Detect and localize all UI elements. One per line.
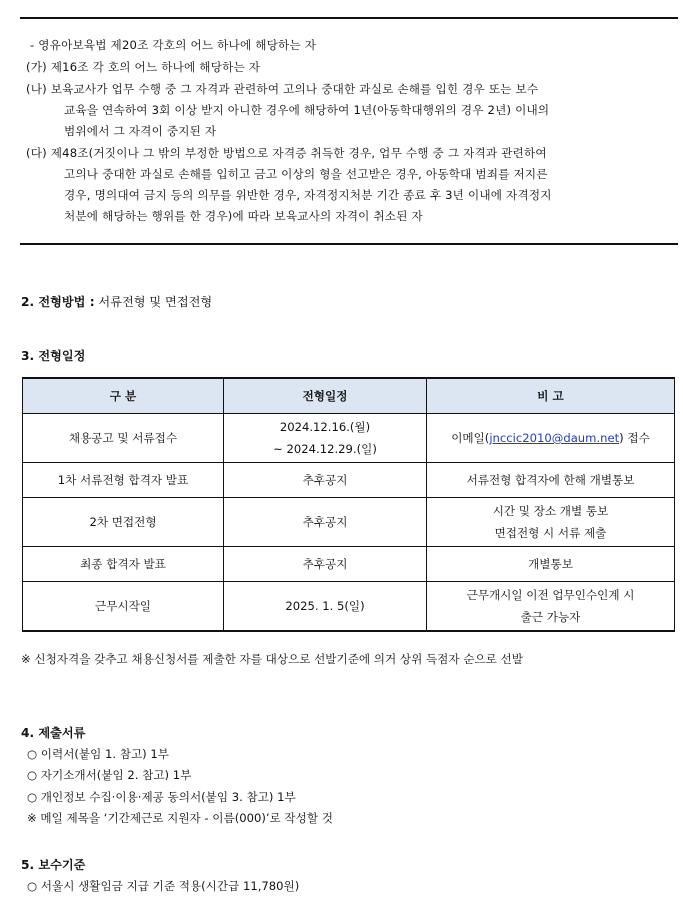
row-note: 서류전형 합격자에 한해 개별통보 (427, 463, 675, 498)
section-5-heading: 5. 보수기준 (21, 858, 86, 872)
box-line-na-3: 범위에서 그 자격이 중지된 자 (64, 124, 217, 138)
header-category: 구 분 (23, 378, 224, 414)
row-date-start: 2024.12.16.(월) (279, 420, 371, 434)
pay-item: ○ 서울시 생활임금 지급 기준 적용(시간급 11,780원) (27, 879, 300, 893)
selection-footnote: ※ 신청자격을 갖추고 채용신청서를 제출한 자를 대상으로 선발기준에 의거 상위 득점자 순으로 선발 (21, 652, 523, 666)
table-header-row (23, 378, 675, 414)
row-date-end: ~ 2024.12.29.(일) (273, 442, 377, 456)
row-note-line-1: 근무개시일 이전 업무인수인계 시 (466, 588, 635, 602)
section-2-label: 2. 전형방법 : (21, 295, 95, 309)
table-row (23, 463, 675, 498)
email-link[interactable]: jnccic2010@daum.net (489, 431, 620, 445)
eligibility-box (20, 17, 678, 245)
row-category: 2차 면접전형 (23, 498, 224, 547)
row-date: 추후공지 (224, 547, 427, 582)
section-2-heading (21, 293, 212, 310)
row-date (224, 414, 427, 463)
box-line-na-2: 교육을 연속하여 3회 이상 받지 아니한 경우에 해당하여 1년(아동학대행위의 경우 2년) 이내의 (64, 103, 550, 117)
row-date: 추후공지 (224, 463, 427, 498)
row-note: 개별통보 (427, 547, 675, 582)
row-note (427, 414, 675, 463)
table-row (23, 498, 675, 547)
section-3-heading: 3. 전형일정 (21, 349, 86, 363)
header-note: 비 고 (427, 378, 675, 414)
row-category: 채용공고 및 서류접수 (23, 414, 224, 463)
header-schedule: 전형일정 (224, 378, 427, 414)
box-line-na-1: (나) 보육교사가 업무 수행 중 그 자격과 관련하여 고의나 중대한 과실로 손해를 입힌 경우 또는 보수 (26, 82, 539, 96)
document-email-note: ※ 메일 제목을 ‘기간제근로 지원자 - 이름(000)’로 작성할 것 (27, 811, 333, 825)
note-post: ) 접수 (619, 431, 650, 445)
box-line-da-3: 경우, 명의대여 금지 등의 의무를 위반한 경우, 자격정지처분 기간 종료 후 3년 이내에 자격정지 (64, 188, 552, 202)
table-row (23, 414, 675, 463)
box-line-ga: (가) 제16조 각 호의 어느 하나에 해당하는 자 (26, 60, 261, 74)
row-note-line-2: 출근 가능자 (520, 610, 581, 624)
box-line-intro: - 영유아보육법 제20조 각호의 어느 하나에 해당하는 자 (30, 38, 317, 52)
row-note-line-1: 시간 및 장소 개별 통보 (492, 504, 609, 518)
note-pre: 이메일( (451, 431, 490, 445)
section-4-heading: 4. 제출서류 (21, 726, 86, 740)
box-line-da-4: 처분에 해당하는 행위를 한 경우)에 따라 보육교사의 자격이 취소된 자 (64, 209, 423, 223)
row-note-line-2: 면접전형 시 서류 제출 (494, 526, 607, 540)
document-item-resume: ○ 이력서(붙임 1. 참고) 1부 (27, 747, 169, 761)
document-item-consent: ○ 개인정보 수집·이용·제공 동의서(붙임 3. 참고) 1부 (27, 790, 296, 804)
row-date: 2025. 1. 5(일) (224, 582, 427, 632)
row-note (427, 498, 675, 547)
box-line-da-2: 고의나 중대한 과실로 손해를 입히고 금고 이상의 형을 선고받은 경우, 아동학대 범죄를 저지른 (64, 167, 548, 181)
row-category: 근무시작일 (23, 582, 224, 632)
table-row (23, 547, 675, 582)
box-line-da-1: (다) 제48조(거짓이나 그 밖의 부정한 방법으로 자격증 취득한 경우, 업무 수행 중 그 자격과 관련하여 (26, 146, 547, 160)
schedule-table (22, 377, 675, 632)
section-2-value: 서류전형 및 면접전형 (94, 295, 213, 309)
row-category: 1차 서류전형 합격자 발표 (23, 463, 224, 498)
row-note (427, 582, 675, 632)
row-date: 추후공지 (224, 498, 427, 547)
row-category: 최종 합격자 발표 (23, 547, 224, 582)
table-row (23, 582, 675, 632)
document-item-cover-letter: ○ 자기소개서(붙임 2. 참고) 1부 (27, 768, 192, 782)
